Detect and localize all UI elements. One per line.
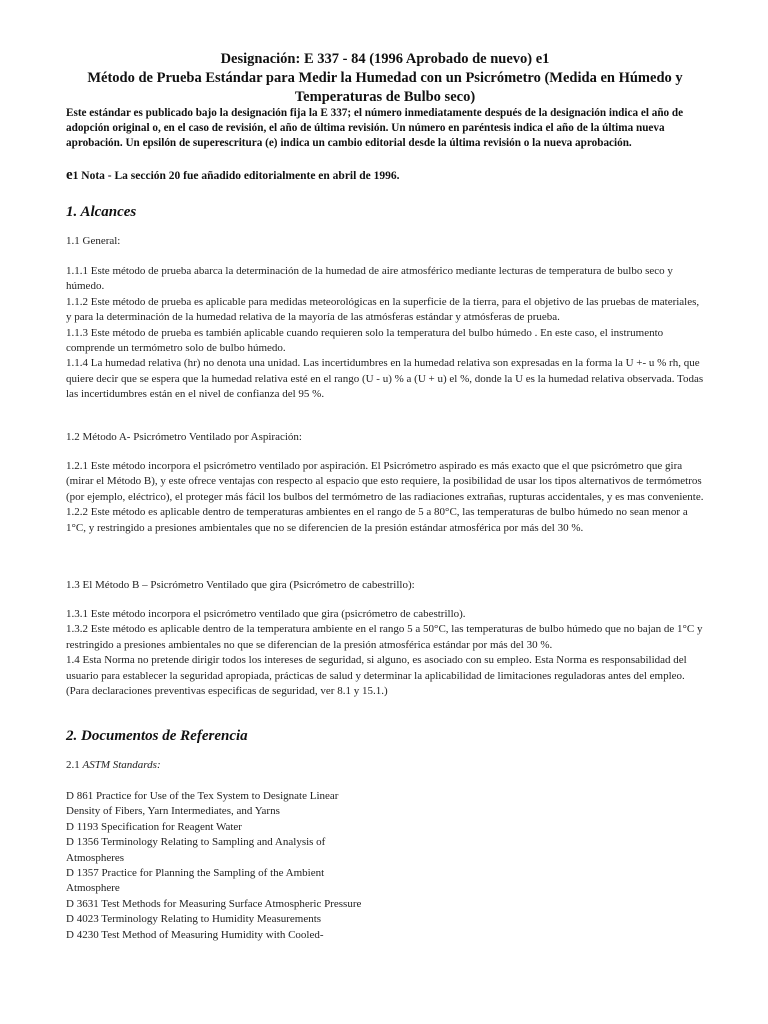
paragraph-1-3-2: 1.3.2 Este método es aplicable dentro de la temperatura ambiente en el rango 5 a 50°C, las temperaturas de bulbo húmedo que no bajan de 1°C y restringido a presiones ambientales no que se diferencian de la presión atmosférica estándar por más del 30 %. — [66, 623, 703, 651]
reference-list — [66, 789, 366, 943]
note-text: 1 Nota - La sección 20 fue añadido editorialmente en abril de 1996. — [72, 170, 400, 182]
reference-item: D 861 Practice for Use of the Tex System to Designate Linear Density of Fibers, Yarn Intermediates, and Yarns — [66, 790, 339, 818]
section-2-1-label — [66, 758, 706, 773]
designation: Designación: E 337 - 84 (1996 Aprobado de nuevo) e1 — [220, 51, 550, 67]
title-line-1: Método de Prueba Estándar para Medir la Humedad con un Psicrómetro (Medida en Húmedo y — [87, 70, 683, 86]
reference-item: D 1193 Specification for Reagent Water — [66, 820, 242, 833]
section-1-heading: 1. Alcances — [66, 204, 137, 220]
section-1-body — [66, 264, 706, 403]
editorial-note — [66, 168, 706, 183]
document-header — [60, 50, 710, 107]
reference-item: D 4023 Terminology Relating to Humidity Measurements — [66, 913, 322, 926]
title-line-2: Temperaturas de Bulbo seco) — [294, 89, 476, 105]
paragraph-1-1-1: 1.1.1 Este método de prueba abarca la determinación de la humedad de aire atmosférico mediante lecturas de temperatura de bulbo seco y húmedo. — [66, 265, 673, 293]
reference-item: D 1356 Terminology Relating to Sampling and Analysis of Atmospheres — [66, 836, 326, 864]
epsilon-symbol: e — [66, 167, 73, 183]
paragraph-1-2: 1.2 Método A- Psicrómetro Ventilado por Aspiración: — [66, 431, 302, 443]
paragraph-1-1-2: 1.1.2 Este método de prueba es aplicable para medidas meteorológicas en la superficie de la tierra, para el objetivo de las pruebas de materiales, y para la determinación de la humedad relativa de la mayoría de las atmósferas estándar y atmósferas de prueba. — [66, 295, 700, 324]
section-1-3-body — [66, 607, 706, 699]
reference-item: D 4230 Test Method of Measuring Humidity with Cooled- — [66, 928, 324, 941]
paragraph-1-3-1: 1.3.1 Este método incorpora el psicrómetro ventilado que gira (psicrómetro de cabestrillo). — [66, 608, 466, 620]
paragraph-1-4: 1.4 Esta Norma no pretende dirigir todos los intereses de seguridad, si alguno, es asociado con su empleo. Esta Norma es responsabilidad del usuario para establecer la seguridad apropiada, prácticas de salud y determinar la aplicabilidad de limitaciones reguladoras antes del empleo. (Para declaraciones preventivas especificas de seguridad, ver 8.1 y 15.1.) — [66, 654, 687, 698]
paragraph-1-2-1: 1.2.1 Este método incorpora el psicrómetro ventilado por aspiración. El Psicrómetro aspirado es más exacto que el que psicrómetro que gira (mirar el Método B), y este ofrece ventajas con respecto al espacio que esto requiere, la posibilidad de usar los tipos alternativos de termómetros (por ejemplo, eléctrico), el proteger más fácil los bulbos del termómetro de las radiaciones extrañas, rupturas accidentales, y es mas conveniente. — [66, 460, 704, 503]
section-2-heading: 2. Documentos de Referencia — [66, 728, 248, 744]
section-1-2-body — [66, 459, 706, 536]
subsection-number: 2.1 — [66, 759, 83, 771]
paragraph-1-2-2: 1.2.2 Este método es aplicable dentro de temperaturas ambientes en el rango de 5 a 80°C, las temperaturas de bulbo húmedo no sean menor a 1°C, y restringido a presiones ambientales que no se diferencien de la presión estándar atmosférica por más del 30 %. — [66, 506, 688, 534]
reference-item: D 1357 Practice for Planning the Sampling of the Ambient Atmosphere — [66, 867, 325, 895]
astm-standards-label: ASTM Standards: — [82, 759, 161, 771]
paragraph-1-1-4: 1.1.4 La humedad relativa (hr) no denota una unidad. Las incertidumbres en la humedad relativa son expresadas en la forma la U +- u % rh, que quiere decir que se espera que la humedad relativa esté en el rango (U - u) % a (U + u) el %, donde la U es la humedad relativa observada. Todas las incertidumbres están en el nivel de confianza del 95 %. — [66, 357, 704, 401]
section-1-general: 1.1 General: — [66, 235, 121, 247]
reference-item: D 3631 Test Methods for Measuring Surface Atmospheric Pressure — [66, 897, 362, 910]
paragraph-1-1-3: 1.1.3 Este método de prueba es también aplicable cuando requieren solo la temperatura del bulbo húmedo . En este caso, el instrumento comprende un termómetro solo de bulbo húmedo. — [66, 326, 664, 355]
paragraph-1-3: 1.3 El Método B – Psicrómetro Ventilado que gira (Psicrómetro de cabestrillo): — [66, 579, 415, 591]
intro-paragraph: Este estándar es publicado bajo la designación fija la E 337; el número inmediatamente después de la designación indica el año de adopción original o, en el caso de revisión, el año de última revisión. Un número en paréntesis indica el año de la última nueva aprobación. Un epsilón de superescritura (e) indica un cambio editorial desde la última revisión o la nueva aprobación. — [66, 107, 684, 149]
